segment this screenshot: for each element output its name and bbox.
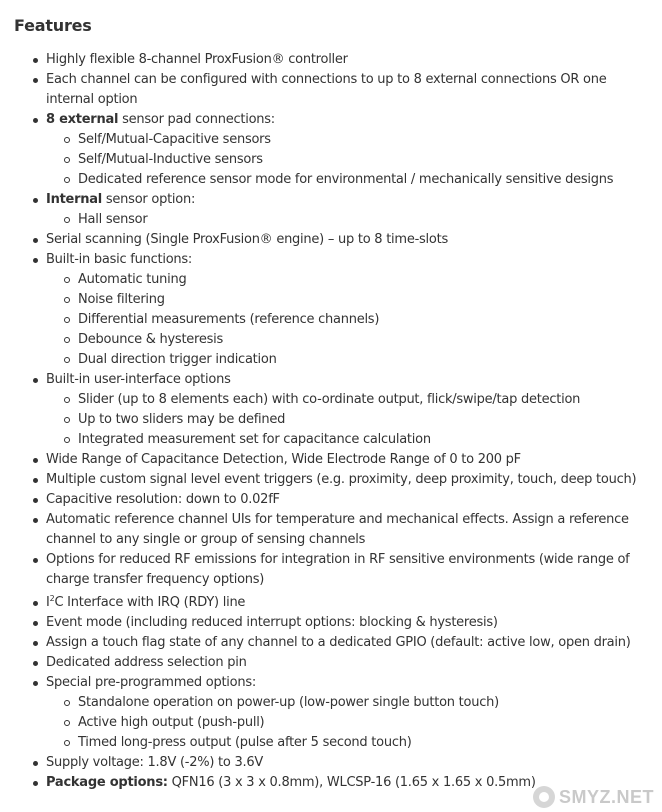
feature-subitem: Self/Mutual-Inductive sensors bbox=[46, 150, 656, 170]
feature-subitem: Automatic tuning bbox=[46, 270, 656, 290]
feature-item bbox=[0, 370, 662, 450]
feature-item-text: Assign a touch flag state of any channel to a dedicated GPIO (default: active low, open drain) bbox=[46, 635, 631, 650]
feature-item bbox=[0, 753, 662, 773]
feature-subitem: Integrated measurement set for capacitance calculation bbox=[46, 430, 656, 450]
feature-subitem: Debounce & hysteresis bbox=[46, 330, 656, 350]
feature-item-text: Serial scanning (Single ProxFusion® engine) – up to 8 time-slots bbox=[46, 232, 448, 247]
feature-item-text: Event mode (including reduced interrupt options: blocking & hysteresis) bbox=[46, 615, 498, 630]
feature-item-text: sensor pad connections: bbox=[118, 112, 275, 127]
feature-item bbox=[0, 510, 662, 550]
feature-item-superscript: 2 bbox=[49, 594, 55, 603]
feature-sublist bbox=[46, 390, 656, 450]
feature-item-text: QFN16 (3 x 3 x 0.8mm), WLCSP-16 (1.65 x 1.65 x 0.5mm) bbox=[167, 775, 536, 790]
feature-item-text: Built-in user-interface options bbox=[46, 372, 231, 387]
feature-item-text: Multiple custom signal level event triggers (e.g. proximity, deep proximity, touch, deep touch) bbox=[46, 472, 637, 487]
feature-subitem: Differential measurements (reference channels) bbox=[46, 310, 656, 330]
feature-item bbox=[0, 590, 662, 613]
feature-sublist bbox=[46, 210, 656, 230]
feature-item-bold-label: 8 external bbox=[46, 112, 119, 127]
feature-sublist bbox=[46, 270, 656, 370]
feature-item bbox=[0, 230, 662, 250]
feature-sublist bbox=[46, 130, 656, 190]
feature-item bbox=[0, 633, 662, 653]
feature-subitem: Dual direction trigger indication bbox=[46, 350, 656, 370]
feature-subitem: Standalone operation on power-up (low-power single button touch) bbox=[46, 693, 656, 713]
feature-item bbox=[0, 490, 662, 510]
features-list bbox=[0, 50, 662, 793]
feature-item-text: Highly flexible 8-channel ProxFusion® controller bbox=[46, 52, 348, 67]
feature-subitem: Timed long-press output (pulse after 5 second touch) bbox=[46, 733, 656, 753]
feature-item-text: C Interface with IRQ (RDY) line bbox=[54, 595, 246, 610]
features-heading: Features bbox=[14, 16, 92, 35]
feature-subitem: Active high output (push-pull) bbox=[46, 713, 656, 733]
feature-subitem: Slider (up to 8 elements each) with co-ordinate output, flick/swipe/tap detection bbox=[46, 390, 656, 410]
feature-item bbox=[0, 653, 662, 673]
feature-item-text: Options for reduced RF emissions for integration in RF sensitive environments (wide range of charge transfer frequency options) bbox=[46, 552, 630, 587]
feature-item-bold-label: Package options: bbox=[46, 775, 168, 790]
feature-item bbox=[0, 110, 662, 190]
watermark-text: SMYZ.NET bbox=[558, 786, 654, 807]
feature-item-text: Automatic reference channel UIs for temperature and mechanical effects. Assign a reference channel to any single or group of sensing channels bbox=[46, 512, 629, 547]
feature-subitem: Self/Mutual-Capacitive sensors bbox=[46, 130, 656, 150]
feature-item-text: Each channel can be configured with connections to up to 8 external connections OR one internal option bbox=[46, 72, 607, 107]
watermark bbox=[533, 786, 654, 808]
feature-item bbox=[0, 673, 662, 753]
feature-item-text: Built-in basic functions: bbox=[46, 252, 193, 267]
feature-item bbox=[0, 450, 662, 470]
feature-item bbox=[0, 70, 662, 110]
feature-subitem: Noise filtering bbox=[46, 290, 656, 310]
feature-subitem: Hall sensor bbox=[46, 210, 656, 230]
feature-item bbox=[0, 470, 662, 490]
feature-item bbox=[0, 250, 662, 370]
feature-subitem: Up to two sliders may be defined bbox=[46, 410, 656, 430]
feature-item-text: sensor option: bbox=[102, 192, 196, 207]
watermark-logo-icon bbox=[533, 786, 555, 808]
feature-item-text: Supply voltage: 1.8V (-2%) to 3.6V bbox=[46, 755, 264, 770]
feature-item-text: Dedicated address selection pin bbox=[46, 655, 247, 670]
feature-item bbox=[0, 50, 662, 70]
feature-item-text: Special pre-programmed options: bbox=[46, 675, 257, 690]
feature-item bbox=[0, 190, 662, 230]
feature-item-prefix: I bbox=[46, 595, 50, 610]
feature-subitem: Dedicated reference sensor mode for environmental / mechanically sensitive designs bbox=[46, 170, 656, 190]
feature-item-bold-label: Internal bbox=[46, 192, 103, 207]
feature-item-text: Wide Range of Capacitance Detection, Wide Electrode Range of 0 to 200 pF bbox=[46, 452, 521, 467]
feature-item bbox=[0, 613, 662, 633]
feature-sublist bbox=[46, 693, 656, 753]
feature-item bbox=[0, 550, 662, 590]
feature-item-text: Capacitive resolution: down to 0.02fF bbox=[46, 492, 280, 507]
